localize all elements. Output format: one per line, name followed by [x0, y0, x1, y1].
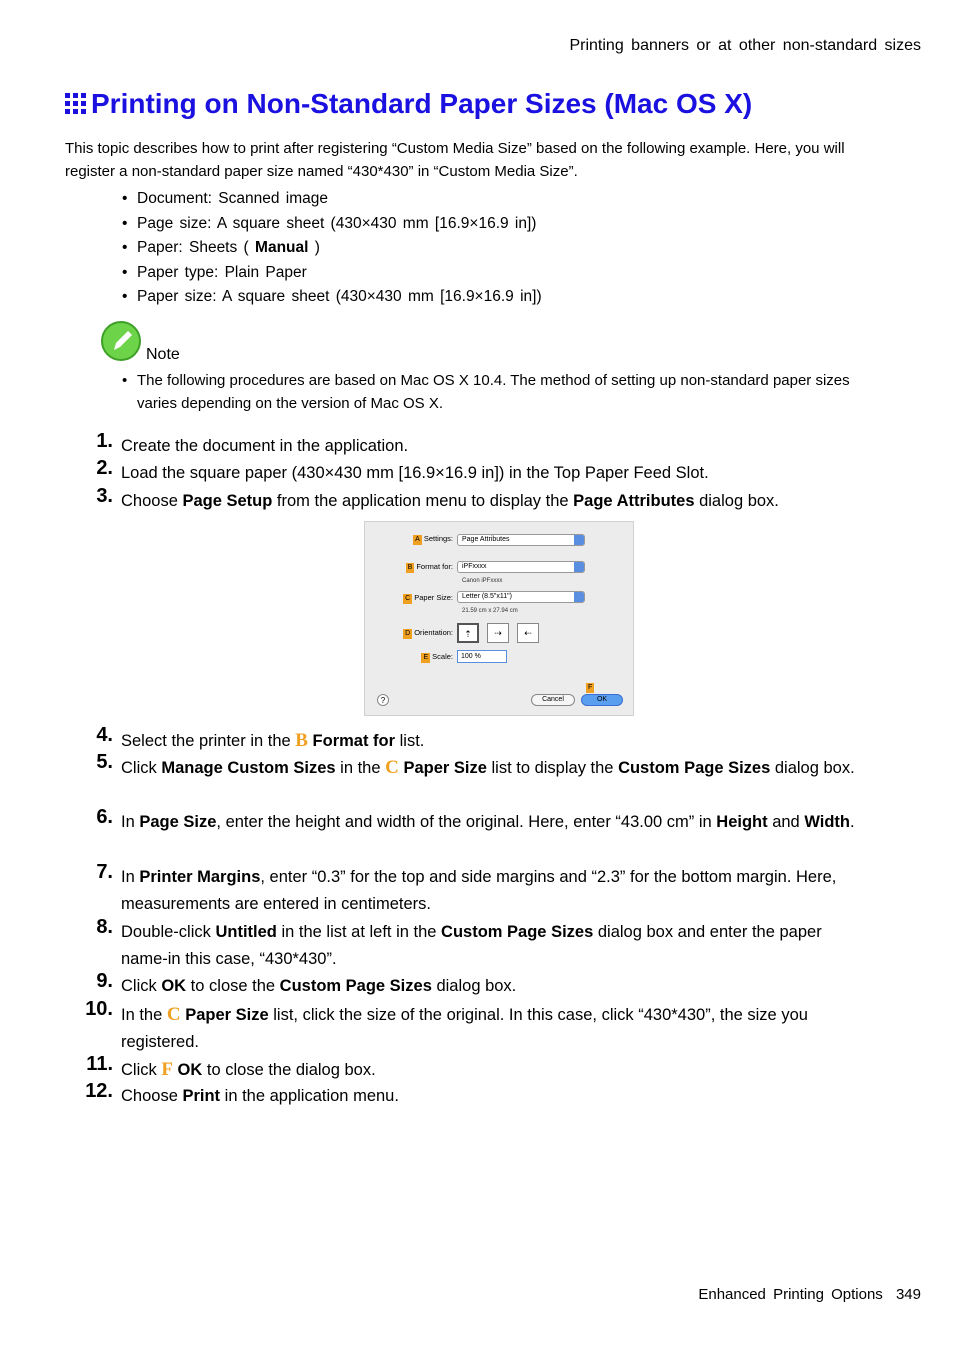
orientation-row: D Orientation:: [405, 628, 453, 637]
settings-popup[interactable]: Page Attributes: [457, 534, 585, 546]
list-item: • Paper type: Plain Paper: [122, 261, 542, 286]
note-text: • The following procedures are based on Mac OS X 10.4. The method of setting up non-standard paper sizes varies depending on the version of Mac OS X.: [122, 369, 887, 415]
footer-section: Enhanced Printing Options: [698, 1286, 883, 1303]
key-letter: B: [295, 730, 308, 751]
page-attributes-dialog: [364, 521, 634, 716]
paper-size-row: C Paper Size:: [405, 593, 453, 602]
key-letter: C: [166, 1004, 181, 1025]
format-for-subtext: Canon iPFxxxx: [462, 578, 503, 584]
list-item: • Document: Scanned image: [122, 187, 542, 212]
portrait-orientation-icon[interactable]: ⇡: [457, 623, 479, 643]
page-title: [65, 88, 752, 120]
scale-row: E Scale:: [423, 652, 453, 661]
callout-badge: E: [423, 654, 429, 661]
list-item: • Paper: Sheets ( Manual ): [122, 236, 542, 261]
callout-badge: F: [588, 684, 593, 691]
page-title-text: Printing on Non-Standard Paper Sizes (Mac OS X): [91, 88, 753, 119]
running-footer: [698, 1286, 921, 1303]
format-for-popup[interactable]: iPFxxxx: [457, 561, 585, 573]
example-list: [122, 187, 542, 310]
page-number: 349: [895, 1286, 921, 1303]
cancel-button[interactable]: Cancel: [531, 694, 575, 706]
paper-size-subtext: 21.59 cm x 27.94 cm: [462, 608, 518, 614]
settings-row: A Settings:: [415, 534, 453, 543]
intro-paragraph: This topic describes how to print after registering “Custom Media Size” based on the following example. Here, you will register a non-standard paper size named “430*430” in “Custom Media Size”.: [65, 140, 845, 180]
note-label: Note: [146, 346, 180, 363]
help-icon[interactable]: ?: [377, 694, 389, 706]
landscape-orientation-icon[interactable]: ⇢: [487, 623, 509, 643]
callout-badge: D: [405, 630, 411, 637]
list-item: • Page size: A square sheet (430×430 mm [16.9×16.9 in]): [122, 212, 542, 237]
format-for-row: B Format for:: [407, 562, 453, 571]
key-letter: C: [385, 757, 399, 778]
key-letter: F: [161, 1059, 173, 1080]
callout-badge: A: [415, 536, 420, 543]
paper-size-popup[interactable]: Letter (8.5"x11"): [457, 591, 585, 603]
reverse-landscape-orientation-icon[interactable]: ⇠: [517, 623, 539, 643]
list-item: • Paper size: A square sheet (430×430 mm [16.9×16.9 in]): [122, 285, 542, 310]
callout-badge: C: [405, 595, 411, 602]
pencil-note-icon: [100, 320, 142, 362]
callout-badge: B: [407, 564, 413, 571]
scale-input[interactable]: 100 %: [457, 650, 507, 663]
grid-icon: [65, 93, 87, 115]
running-header: Printing banners or at other non-standard sizes: [569, 37, 921, 54]
ok-button[interactable]: OK: [581, 694, 623, 706]
